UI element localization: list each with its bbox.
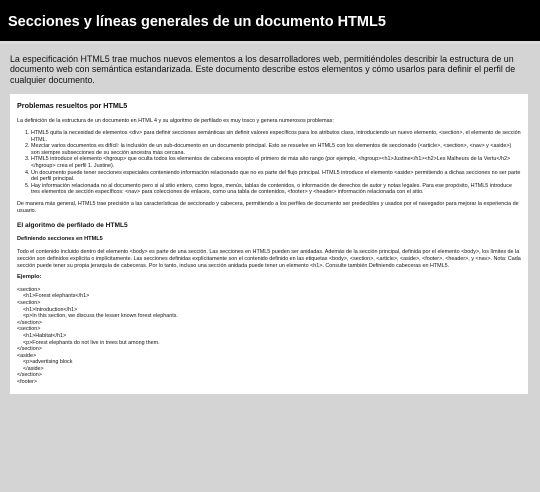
list-item: 5. Hay información relacionada no al documento pero si al sitio entero, como logos, menús, tablas de contenidos, o información de derechos de autor y notas legales. Para ese propósito, HTML5 introduce tres elementos de sección específicos: <nav> para colecciones de enlaces, como una tabla de contenidos, <footer> y <header> información relacionada con el sitio.	[31, 183, 521, 196]
page-header	[0, 0, 540, 41]
article-card	[10, 94, 528, 394]
intro-panel	[0, 44, 540, 492]
code-line: <h1>Introduction</h1>	[17, 306, 78, 313]
code-example	[17, 287, 521, 386]
code-line: <p>advertising block	[17, 359, 73, 366]
section-heading-problems: Problemas resueltos por HTML5	[17, 100, 128, 110]
example-label: Ejemplo:	[17, 274, 42, 281]
problems-list	[17, 130, 521, 196]
code-line: <section>	[17, 326, 41, 333]
defining-sections-text: Todo el contenido incluido dentro del elemento <body> es parte de una sección. Las secciones en HTML5 pueden ser anidadas. Además de la sección principal, definida por el elemento <body>, los límites de la sección son definidos explícita o implícitamente. Las secciones definidas explícitamente son el contenido definido en las etiquetas <body>, <section>, <article>, <aside>, <footer>, <header>, y <nav>. Nota: Cada sección puede tener su propia jerarquía de cabeceras. Por lo tanto, incluso una sección anidada puede tener un elemento <h1>. Consulte también Definiendo cabeceras en HTML5.	[17, 249, 521, 269]
code-line: </section>	[17, 319, 42, 326]
list-item: 2. Mezclar varios documentos es difícil: la inclusión de un sub-documento en un documento principal. Esto se resuelve en HTML5 con los elementos de seccionado (<article>, <section>, <nav> y <aside>) son siempre subsecciones de su sección ancestra más cercana.	[31, 143, 521, 156]
code-line: <aside>	[17, 352, 37, 359]
intro-text: La especificación HTML5 trae muchos nuevos elementos a los desarrolladores web, permitiéndoles describir la estructura de un documento web con semántica estandarizada. Este documento describe estos elementos y cómo usarlos para definir el perfil de cualquier documento.	[10, 54, 516, 85]
code-line: <section>	[17, 299, 41, 306]
code-line: </section>	[17, 372, 42, 379]
subheading-defining-sections: Definiendo secciones en HTML5	[17, 235, 103, 242]
code-line: <h1>Forest elephants</h1>	[17, 293, 90, 300]
code-line: <h1>Habitat</h1>	[17, 332, 67, 339]
page-title: Secciones y líneas generales de un documento HTML5	[8, 14, 386, 30]
list-item: 3. HTML5 introduce el elemento <hgroup> que oculta todos los elementos de cabecera excepto el primero de más alto rango (por ejemplo, <hgroup><h1>Justine</h1><h2>Les Malheurs de la Vertu</h2></hgroup> crea el perfil 1. Justine).	[31, 156, 521, 169]
code-line: </section>	[17, 346, 42, 353]
list-item: 4. Un documento puede tener secciones especiales conteniendo información relacionado que no es parte del flujo principal. HTML5 introduce el elemento <aside> permitiendo a dichas secciones no ser parte del perfil principal.	[31, 170, 521, 183]
code-line: <p>Forest elephants do not live in trees but among them.	[17, 339, 160, 346]
problems-closing: De manera más general, HTML5 trae precisión a las características de seccionado y cabecera, permitiendo a los perfiles de documento ser predecibles y usados por el navegador para mejorar la experiencia de usuario.	[17, 201, 519, 214]
problems-lead: La definición de la estructura de un documento en HTML 4 y su algoritmo de perfilado es muy tosco y genera numerosos problemas:	[17, 118, 334, 125]
code-line: <footer>	[17, 379, 38, 386]
code-line: </aside>	[17, 365, 44, 372]
section-heading-algorithm: El algoritmo de perfilado de HTML5	[17, 222, 128, 230]
list-item: 1. HTML5 quita la necesidad de elementos <div> para definir secciones semánticas sin definir valores específicos para los atributos class, introduciendo un nuevo elemento, <section>, el elemento de sección HTML.	[31, 130, 521, 143]
code-line: <p>In this section, we discuss the lesser known forest elephants.	[17, 313, 178, 320]
code-line: <section>	[17, 286, 41, 293]
